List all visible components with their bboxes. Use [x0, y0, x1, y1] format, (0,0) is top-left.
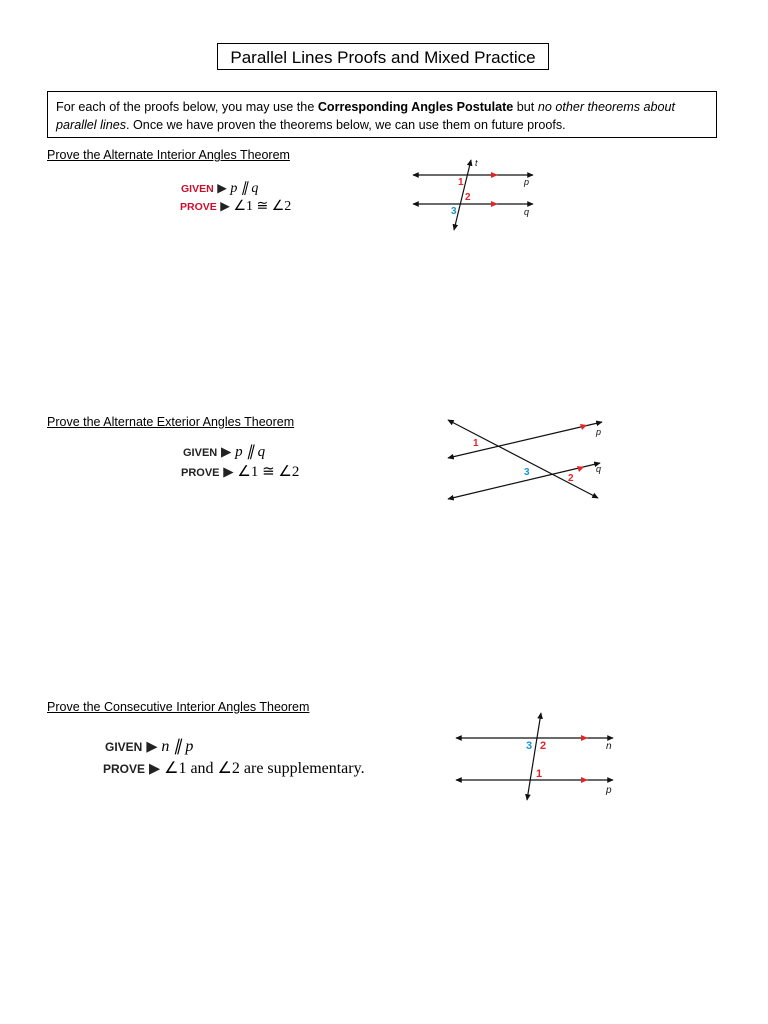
- given-expression: n ∥ p: [161, 738, 194, 755]
- diagram-alt-exterior: [440, 410, 620, 510]
- section-heading-alt-exterior: Prove the Alternate Exterior Angles Theorem: [47, 415, 295, 429]
- given-label: GIVEN: [181, 183, 214, 195]
- instructions-bold: Corresponding Angles Postulate: [317, 100, 514, 114]
- angle-label-3: 3: [524, 467, 530, 478]
- parallel-mark-q: [491, 201, 498, 207]
- prove-label: PROVE: [181, 467, 220, 479]
- instructions-text-1: For each of the proofs below, you may use the: [56, 100, 318, 114]
- given-expression: p ∥ q: [235, 444, 266, 460]
- instructions-italic: no other theorems about parallel lines: [56, 100, 676, 132]
- line-transversal: [527, 713, 541, 800]
- parallel-mark-p: [580, 424, 587, 430]
- angle-label-2: 2: [465, 192, 471, 203]
- given-expression: p ∥ q: [230, 181, 259, 196]
- prove-line-2: [181, 462, 299, 481]
- label-p: p: [524, 177, 530, 187]
- label-t: t: [475, 158, 478, 168]
- diagram-alt-interior: [405, 155, 545, 235]
- parallel-mark-n: [581, 735, 588, 741]
- prove-line-1: [180, 198, 291, 215]
- line-transversal: [448, 420, 598, 498]
- label-n: n: [606, 741, 612, 752]
- section-heading-consecutive-interior: Prove the Consecutive Interior Angles Theorem: [47, 700, 310, 714]
- angle-label-1: 1: [473, 438, 479, 449]
- prove-label: PROVE: [180, 201, 217, 213]
- label-p: p: [596, 427, 602, 437]
- instructions-text-2: but: [513, 100, 538, 114]
- instructions-box: [47, 91, 717, 138]
- given-label: GIVEN: [183, 447, 218, 459]
- parallel-mark-q: [577, 466, 584, 472]
- angle-label-3: 3: [451, 206, 457, 217]
- given-line-2: [183, 442, 265, 461]
- triangle-icon: ▶: [220, 199, 230, 213]
- label-q: q: [524, 207, 530, 217]
- triangle-icon: ▶: [217, 181, 227, 195]
- line-p: [448, 422, 602, 458]
- triangle-icon: ▶: [223, 464, 234, 479]
- prove-expression: ∠1 ≅ ∠2: [233, 199, 292, 214]
- prove-expression: ∠1 ≅ ∠2: [237, 464, 300, 480]
- section-heading-alt-interior: Prove the Alternate Interior Angles Theorem: [47, 148, 290, 162]
- given-line-1: [181, 180, 258, 197]
- instructions-text-3: . Once we have proven the theorems below, we can use them on future proofs.: [126, 118, 566, 132]
- triangle-icon: ▶: [149, 761, 161, 777]
- angle-label-2: 2: [540, 740, 547, 752]
- prove-line-3: [103, 758, 365, 778]
- angle-label-2: 2: [568, 473, 574, 484]
- angle-label-3: 3: [526, 740, 533, 752]
- parallel-mark-p: [581, 777, 588, 783]
- given-label: GIVEN: [105, 740, 143, 754]
- angle-label-1: 1: [536, 768, 543, 780]
- prove-expression: ∠1 and ∠2 are supplementary.: [164, 760, 365, 777]
- diagram-consecutive-interior: [448, 705, 628, 805]
- label-q: q: [596, 464, 602, 474]
- triangle-icon: ▶: [146, 739, 158, 755]
- page-title: Parallel Lines Proofs and Mixed Practice: [217, 43, 549, 70]
- label-p: p: [606, 785, 612, 796]
- angle-label-1: 1: [458, 177, 464, 188]
- parallel-mark-p: [491, 172, 498, 178]
- triangle-icon: ▶: [220, 444, 232, 459]
- prove-label: PROVE: [103, 762, 146, 776]
- given-line-3: [105, 736, 193, 756]
